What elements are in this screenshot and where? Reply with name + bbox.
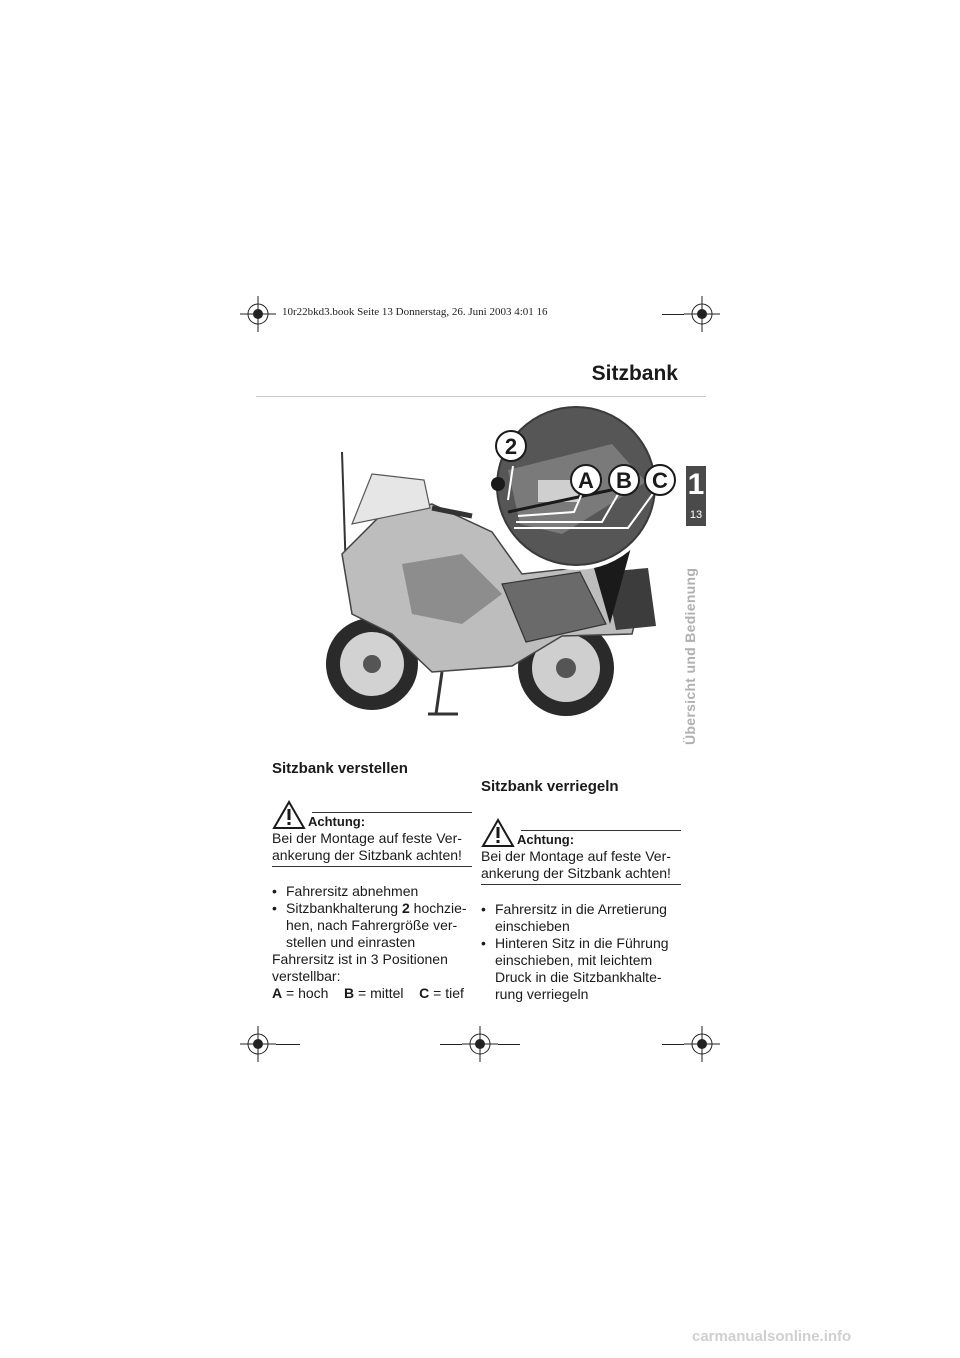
crop-line	[440, 1044, 462, 1045]
crop-line	[276, 1044, 300, 1045]
list-item: • Sitzbankhalterung 2 hochzie-	[272, 900, 467, 916]
list-item: • Hinteren Sitz in die Führung	[481, 935, 669, 951]
note-line: verstellbar:	[272, 968, 341, 984]
list-item-continuation: stellen und einrasten	[286, 934, 416, 950]
book-header: 10r22bkd3.book Seite 13 Donnerstag, 26. Juni 2003 4:01 16	[282, 306, 548, 318]
warning-text-line: ankerung der Sitzbank achten!	[481, 865, 671, 881]
section-heading: Sitzbank verriegeln	[481, 778, 619, 795]
registration-mark-icon	[684, 296, 720, 332]
list-item-continuation: einschieben	[495, 918, 570, 934]
warning-text-line: Bei der Montage auf feste Ver-	[481, 848, 671, 864]
watermark-url: carmanualsonline.info	[692, 1328, 852, 1345]
warning-block	[481, 818, 681, 885]
list-item-continuation: einschieben, mit leichtem	[495, 952, 653, 968]
warning-text-line: ankerung der Sitzbank achten!	[272, 847, 462, 863]
chapter-number: 1	[687, 468, 705, 501]
left-column	[272, 760, 472, 1002]
warning-text	[272, 830, 472, 867]
warning-rule	[521, 830, 681, 831]
crop-line	[662, 314, 684, 315]
registration-mark-icon	[684, 1026, 720, 1062]
warning-block	[272, 800, 472, 867]
callout-a: A	[578, 468, 594, 493]
chapter-side-title: Übersicht und Bedienung	[682, 567, 698, 745]
bullet-list	[481, 901, 681, 1003]
list-item-continuation: hen, nach Fahrergröße ver-	[286, 917, 458, 933]
warning-rule	[312, 812, 472, 813]
callout-b: B	[616, 468, 632, 493]
warning-text	[481, 848, 681, 885]
warning-triangle-icon	[272, 800, 306, 830]
note-line: Fahrersitz ist in 3 Positionen	[272, 951, 448, 967]
registration-mark-icon	[240, 296, 276, 332]
list-item-continuation: rung verriegeln	[495, 986, 589, 1002]
chapter-page-number: 13	[689, 509, 703, 521]
warning-text-line: Bei der Montage auf feste Ver-	[272, 830, 462, 846]
registration-mark-icon	[462, 1026, 498, 1062]
warning-triangle-icon	[481, 818, 515, 848]
position-legend: A = hoch B = mittel C = tief	[272, 985, 464, 1001]
list-item: • Fahrersitz abnehmen	[272, 883, 419, 899]
list-item-continuation: Druck in die Sitzbankhalte-	[495, 969, 662, 985]
crop-line	[662, 1044, 684, 1045]
section-heading: Sitzbank verstellen	[272, 760, 408, 777]
warning-label: Achtung:	[517, 832, 575, 847]
motorcycle-illustration	[312, 404, 684, 740]
warning-label: Achtung:	[308, 814, 366, 829]
registration-mark-icon	[240, 1026, 276, 1062]
callout-c: C	[652, 468, 668, 493]
crop-line	[498, 1044, 520, 1045]
bullet-list	[272, 883, 472, 951]
list-item: • Fahrersitz in die Arretierung	[481, 901, 667, 917]
callout-2: 2	[504, 434, 518, 459]
right-column	[481, 778, 681, 1003]
page-title: Sitzbank	[591, 362, 678, 385]
title-rule	[256, 396, 706, 397]
